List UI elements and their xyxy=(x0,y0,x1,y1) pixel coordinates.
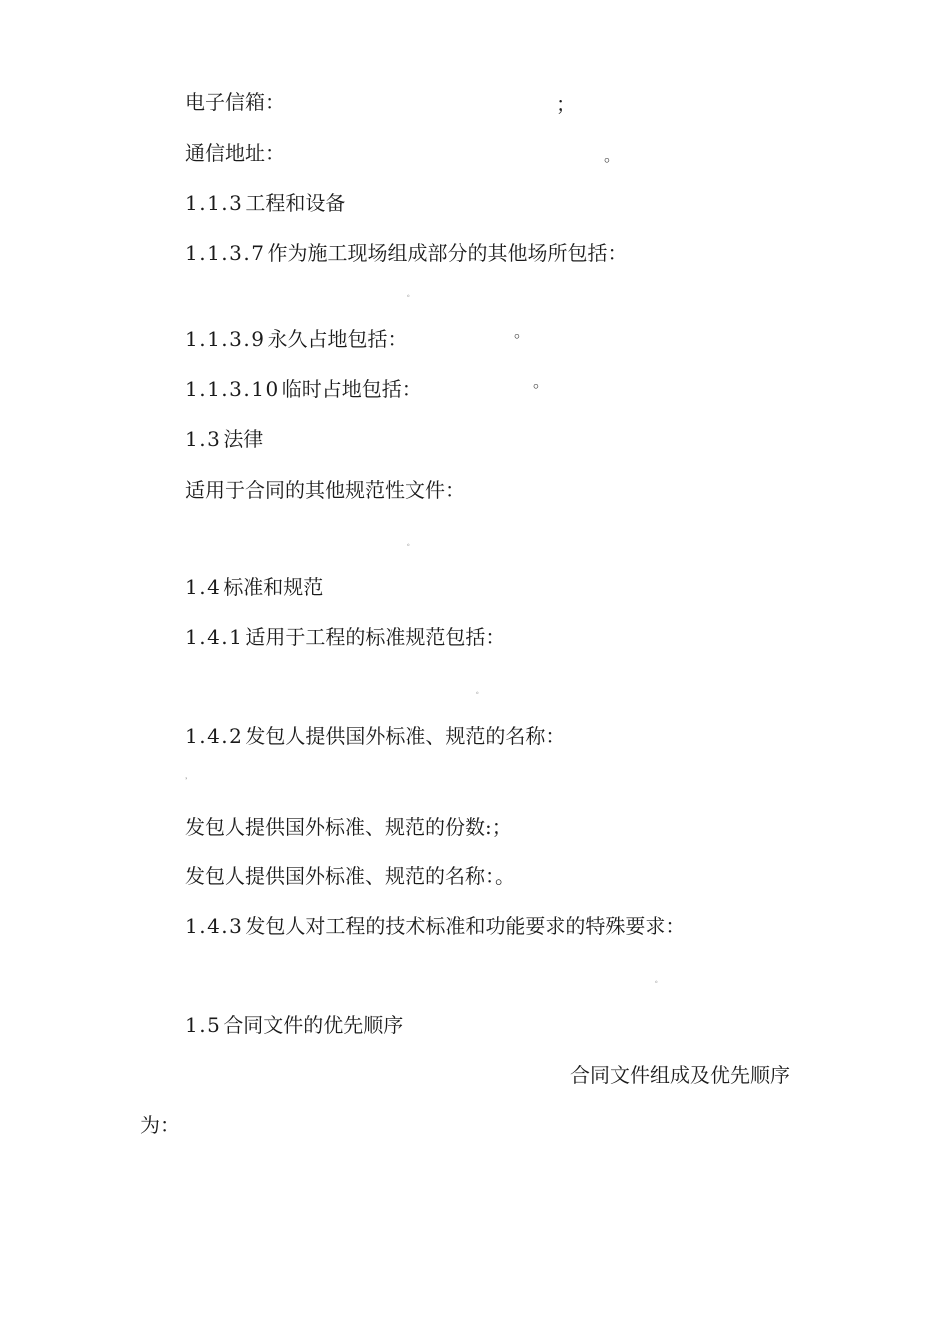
section-text: 适用于工程的标准规范包括： xyxy=(245,625,506,649)
section-text: 临时占地包括： xyxy=(281,377,422,401)
section-text: 作为施工现场组成部分的其他场所包括： xyxy=(267,241,628,265)
section-1-5-tail: 为： xyxy=(140,1113,180,1137)
section-number: 1.4.1 xyxy=(185,625,244,649)
section-title: 工程和设备 xyxy=(245,191,346,215)
blank-terminator: 。 xyxy=(476,687,483,695)
section-1-1-3 xyxy=(185,189,345,217)
section-number: 1.1.3.10 xyxy=(185,377,280,401)
foreign-standards-names: 发包人提供国外标准、规范的名称：。 xyxy=(185,864,515,888)
section-1-4-3 xyxy=(185,912,685,940)
section-title: 标准和规范 xyxy=(223,575,324,599)
section-number: 1.1.3 xyxy=(185,191,244,215)
address-label: 通信地址： xyxy=(185,141,285,165)
section-number: 1.3 xyxy=(185,427,222,451)
section-title: 法律 xyxy=(223,427,264,451)
blank-terminator: 。 xyxy=(533,372,550,391)
section-1-1-3-7 xyxy=(185,239,627,267)
address-terminator: 。 xyxy=(604,146,621,165)
section-title: 合同文件的优先顺序 xyxy=(223,1013,404,1037)
section-number: 1.1.3.9 xyxy=(185,327,266,351)
section-1-4-2 xyxy=(185,722,565,750)
section-1-3-body: 适用于合同的其他规范性文件： xyxy=(185,478,465,502)
section-number: 1.4.3 xyxy=(185,914,244,938)
section-1-5 xyxy=(185,1011,403,1039)
section-text: 发包人提供国外标准、规范的名称： xyxy=(245,724,566,748)
blank-terminator: ， xyxy=(185,772,192,780)
blank-terminator: 。 xyxy=(407,290,414,298)
blank-terminator: 。 xyxy=(407,539,414,547)
section-number: 1.4 xyxy=(185,575,222,599)
section-1-4 xyxy=(185,573,323,601)
section-number: 1.5 xyxy=(185,1013,222,1037)
section-text: 发包人对工程的技术标准和功能要求的特殊要求： xyxy=(245,914,686,938)
section-1-3 xyxy=(185,425,263,453)
blank-terminator: 。 xyxy=(655,976,662,984)
section-number: 1.4.2 xyxy=(185,724,244,748)
blank-terminator: 。 xyxy=(514,322,531,341)
section-1-4-1 xyxy=(185,623,505,651)
section-1-1-3-9 xyxy=(185,325,407,353)
section-text: 永久占地包括： xyxy=(267,327,408,351)
email-label: 电子信箱： xyxy=(185,90,285,114)
section-1-1-3-10 xyxy=(185,375,422,403)
section-number: 1.1.3.7 xyxy=(185,241,266,265)
foreign-standards-copies: 发包人提供国外标准、规范的份数:； xyxy=(185,815,512,839)
section-1-5-body: 合同文件组成及优先顺序 xyxy=(570,1063,790,1087)
email-terminator: ； xyxy=(556,92,576,116)
